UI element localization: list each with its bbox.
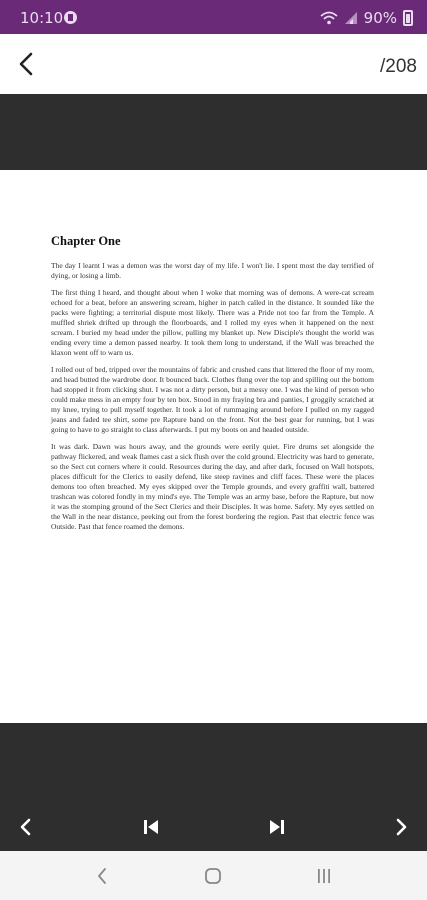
next-page-button[interactable] — [384, 811, 420, 843]
chapter-title: Chapter One — [51, 234, 121, 248]
nav-home-icon — [204, 867, 222, 885]
status-bar — [0, 0, 427, 34]
nav-recents-icon — [315, 867, 333, 885]
first-page-button[interactable] — [133, 811, 169, 843]
system-back-button[interactable] — [88, 863, 116, 889]
system-nav-bar — [0, 851, 427, 900]
system-recents-button[interactable] — [310, 863, 338, 889]
paragraph: I rolled out of bed, tripped over the mountains of fabric and crushed cans that littered the floor of my room, and head butted the wardrobe door. It bounced back. Clothes flung over the top and spilling out the bottom had stopped it from clicking shut. I was not a dirty person, but a messy one. I was the kind of person who could make mess in an empty four by ten box. Stood in my fraying bra and panties, I groggily scratched at my knee, trying to pull myself together. It took a lot of rummaging around before I pulled on my ragged jeans and faded tee shirt, some pre Rapture band on the front. Not the best gear for running, but I was going to have to go straight to class afterwards. I put my boots on and headed outside. — [51, 365, 374, 434]
system-home-button[interactable] — [199, 863, 227, 889]
prev-page-button[interactable] — [7, 811, 43, 843]
paragraph: It was dark. Dawn was hours away, and the grounds were eerily quiet. Fire drums set alongside the pathway flickered, and weak flames cast a sick flush over the cold ground. Electricity was hard to generate, so the Sect cut corners where it could. Resources during the day, and after dark, focused on Wall hotspots, places difficult for the Clerics to easily defend, like steep ravines and cliff faces. These were the places demons too often breached. My eyes skipped over the Temple grounds, and every graffiti wall, battered trashcan was colored fondly in my mind's eye. The Temple was an army base, before the Rapture, but now it was the stomping ground of the Sect Clerics and their Disciples. It was home. Safety. My eyes settled on the Wall in the near distance, peeking out from the forest bordering the region. Past that electric fence was Outside. Past that fence roamed the demons. — [51, 442, 374, 531]
skip-next-icon — [268, 818, 286, 836]
app-bar — [0, 34, 427, 94]
paragraph: The first thing I heard, and thought about when I woke that morning was of demons. A were-cat scream echoed for a beat, before an answering scream, higher in patch called in the distance. It sounded like the packs were fighting; a territorial dispute most likely. There was a Pride not too far from the Temple. A muffled shriek drifted up through the floorboards, and I rolled my eyes when it happened on the next scream. I buried my head under the pillow, pulling my blanket up. New Disciple's thought the world was ending every time a demon passed nearby. It took them long to understand, if the Wall was breached the klaxon went off to warn us. — [51, 288, 374, 357]
signal-icon — [344, 11, 358, 25]
battery-percent: 90% — [363, 9, 397, 27]
nav-back-icon — [96, 867, 108, 885]
reader-margin-top — [0, 94, 427, 170]
paragraph: The day I learnt I was a demon was the worst day of my life. I won't lie. I spent most the day terrified of dying, or losing a limb. — [51, 261, 374, 280]
skip-previous-icon — [142, 818, 160, 836]
last-page-button[interactable] — [259, 811, 295, 843]
status-time: 10:10 — [20, 9, 64, 27]
book-page[interactable] — [0, 170, 427, 723]
chevron-right-icon — [396, 818, 408, 836]
back-button[interactable] — [10, 48, 42, 80]
wifi-icon — [320, 11, 338, 25]
reader-controls — [0, 723, 427, 851]
page-text — [51, 234, 374, 539]
page-count: /208 — [380, 56, 417, 77]
chevron-left-icon — [19, 818, 31, 836]
notification-icon — [64, 11, 77, 24]
status-indicators — [320, 9, 413, 27]
chevron-left-icon — [18, 52, 34, 76]
battery-icon — [403, 10, 413, 26]
